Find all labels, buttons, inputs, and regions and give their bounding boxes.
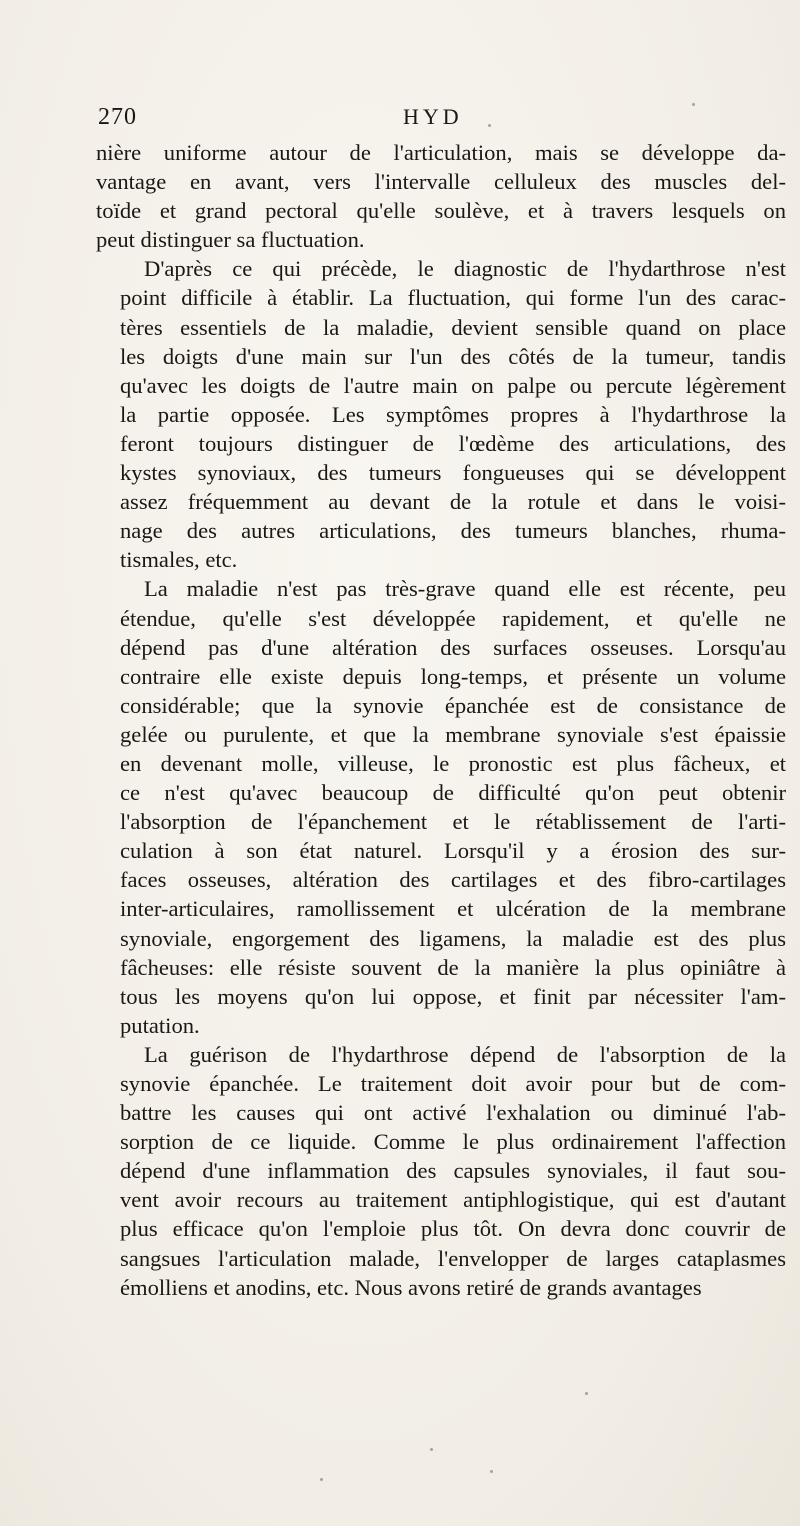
text-line: ce n'est qu'avec beaucoup de difficulté qu'on peut obtenir [120, 780, 786, 806]
text-line: D'après ce qui précède, le diagnostic de l'hydarthrose n'est [144, 256, 786, 282]
text-line: sorption de ce liquide. Comme le plus ordinairement l'affection [120, 1129, 786, 1155]
paragraph-3 [96, 574, 786, 1040]
text-line: nage des autres articulations, des tumeurs blanches, rhuma- [120, 518, 786, 544]
print-speck [430, 1448, 433, 1451]
text-line: l'absorption de l'épanchement et le rétablissement de l'arti- [120, 809, 786, 835]
text-line: vantage en avant, vers l'intervalle celluleux des muscles del- [96, 169, 786, 195]
text-line: qu'avec les doigts de l'autre main on palpe ou percute légèrement [120, 372, 786, 398]
text-line: synovie épanchée. Le traitement doit avoir pour but de com- [120, 1071, 786, 1096]
text-line: fâcheuses: elle résiste souvent de la manière la plus opiniâtre à [120, 954, 786, 980]
text-line: inter-articulaires, ramollissement et ulcération de la membrane [120, 896, 786, 922]
print-speck [490, 1470, 493, 1473]
paragraph-2 [96, 254, 786, 574]
text-line: dépend d'une inflammation des capsules synoviales, il faut sou- [120, 1158, 786, 1184]
text-line: kystes synoviaux, des tumeurs fongueuses qui se développent [120, 460, 786, 486]
paragraph-1 [96, 138, 786, 254]
text-line: considérable; que la synovie épanchée est de consistance de [120, 692, 786, 718]
print-speck [585, 1392, 588, 1395]
text-line: La guérison de l'hydarthrose dépend de l'absorption de la [144, 1041, 786, 1067]
text-line: point difficile à établir. La fluctuation, qui forme l'un des carac- [120, 285, 786, 311]
text-line: étendue, qu'elle s'est développée rapidement, et qu'elle ne [120, 605, 786, 631]
text-line: assez fréquemment au devant de la rotule et dans le voisi- [120, 489, 786, 515]
text-line: contraire elle existe depuis long-temps, et présente un volume [120, 663, 786, 689]
text-line: tous les moyens qu'on lui oppose, et finit par nécessiter l'am- [120, 983, 786, 1009]
body-text [96, 138, 786, 1302]
text-line: gelée ou purulente, et que la membrane synoviale s'est épaissie [120, 721, 786, 747]
text-line: plus efficace qu'on l'emploie plus tôt. On devra donc couvrir de [120, 1216, 786, 1242]
text-line: tères essentiels de la maladie, devient sensible quand on place [120, 314, 786, 340]
paragraph-4 [96, 1040, 786, 1302]
text-line: putation. [120, 1012, 200, 1038]
text-line: dépend pas d'une altération des surfaces osseuses. Lorsqu'au [120, 634, 786, 660]
page-header [98, 104, 698, 140]
text-line: nière uniforme autour de l'articulation, mais se développe da- [96, 140, 786, 165]
text-line: faces osseuses, altération des cartilages et des fibro-cartilages [120, 867, 786, 893]
text-line: émolliens et anodins, etc. Nous avons retiré de grands avantages [120, 1274, 702, 1300]
print-speck [488, 124, 491, 127]
text-line: synoviale, engorgement des ligamens, la maladie est des plus [120, 925, 786, 951]
print-speck [692, 103, 695, 106]
text-line: feront toujours distinguer de l'œdème des articulations, des [120, 430, 786, 456]
text-line: culation à son état naturel. Lorsqu'il y a érosion des sur- [120, 838, 786, 864]
running-head: HYD [403, 104, 463, 129]
text-line: toïde et grand pectoral qu'elle soulève, et à travers lesquels on [96, 198, 786, 224]
text-line: vent avoir recours au traitement antiphlogistique, qui est d'autant [120, 1187, 786, 1213]
text-line: la partie opposée. Les symptômes propres à l'hydarthrose la [120, 401, 786, 427]
text-line: battre les causes qui ont activé l'exhalation ou diminué l'ab- [120, 1100, 786, 1126]
print-speck [320, 1478, 323, 1481]
page-number: 270 [98, 104, 137, 130]
text-line: les doigts d'une main sur l'un des côtés de la tumeur, tandis [120, 343, 786, 369]
text-line: tismales, etc. [120, 547, 238, 573]
text-line: sangsues l'articulation malade, l'envelopper de larges cataplasmes [120, 1245, 786, 1271]
text-line: en devenant molle, villeuse, le pronostic est plus fâcheux, et [120, 750, 786, 776]
text-line: peut distinguer sa fluctuation. [96, 227, 365, 253]
text-line: La maladie n'est pas très-grave quand elle est récente, peu [144, 576, 786, 602]
